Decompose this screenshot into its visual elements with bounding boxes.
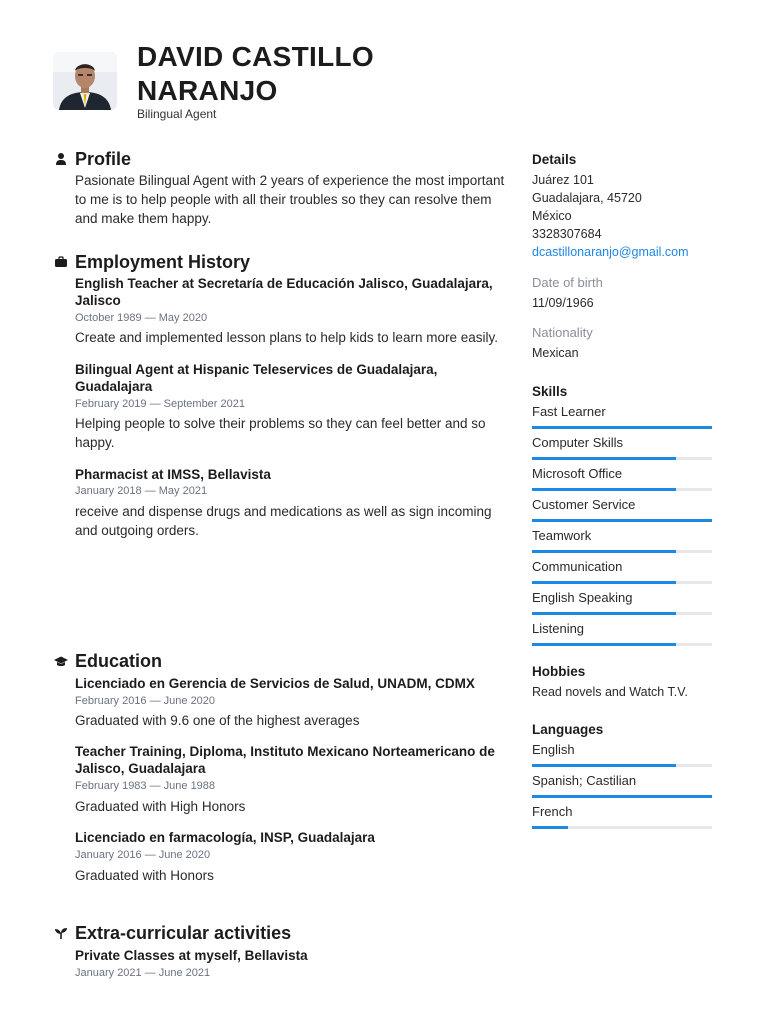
skill-label: Customer Service [532, 497, 636, 512]
skill-level-fill [532, 426, 712, 429]
employment-entry-text: receive and dispense drugs and medications as well as sign incoming and outgoing orders. [75, 504, 492, 538]
employment-entry-text: Create and implemented lesson plans to help kids to learn more easily. [75, 330, 498, 345]
skill-item [532, 435, 712, 460]
skill-level-track [532, 643, 712, 646]
language-level-fill [532, 795, 712, 798]
skill-level-track [532, 612, 712, 615]
skill-level-fill [532, 488, 676, 491]
profile-photo [53, 52, 117, 110]
languages-heading: Languages [532, 722, 604, 737]
skill-level-track [532, 519, 712, 522]
employment-entry-title: English Teacher at Secretaría de Educación Jalisco, Guadalajara, Jalisco [75, 276, 493, 308]
extra-entry-date: January 2021 — June 2021 [75, 967, 211, 979]
language-label: English [532, 742, 575, 757]
language-level-track [532, 826, 712, 829]
name-line-2: NARANJO [137, 75, 278, 106]
nationality-label: Nationality [532, 325, 593, 340]
education-title: Education [75, 651, 163, 671]
hobbies-heading: Hobbies [532, 664, 586, 679]
skill-level-fill [532, 643, 676, 646]
employment-title: Employment History [75, 252, 251, 272]
sprout-icon [54, 926, 68, 940]
address-country: México [532, 209, 572, 223]
language-item [532, 804, 712, 829]
profile-section-heading [54, 148, 131, 170]
profile-title: Profile [75, 149, 132, 169]
education-entry-date: February 2016 — June 2020 [75, 695, 216, 707]
employment-entry-date: February 2019 — September 2021 [75, 398, 245, 410]
graduation-cap-icon [54, 654, 68, 668]
name-line-1: DAVID CASTILLO [137, 41, 375, 72]
employment-entry-date: October 1989 — May 2020 [75, 312, 208, 324]
education-entry-text: Graduated with 9.6 one of the highest averages [75, 713, 360, 728]
education-entry-date: February 1983 — June 1988 [75, 780, 216, 792]
email-link[interactable]: dcastillonaranjo@gmail.com [532, 245, 689, 259]
candidate-name [137, 40, 374, 108]
education-entry-date: January 2016 — June 2020 [75, 849, 211, 861]
skill-item [532, 466, 712, 491]
skill-label: English Speaking [532, 590, 633, 605]
language-item [532, 773, 712, 798]
language-level-fill [532, 826, 568, 829]
employment-entry-text: Helping people to solve their problems so they can feel better and so happy. [75, 416, 486, 450]
skill-item [532, 590, 712, 615]
language-level-track [532, 795, 712, 798]
employment-entry-title: Bilingual Agent at Hispanic Teleservices de Guadalajara, Guadalajara [75, 362, 438, 394]
briefcase-icon [54, 255, 68, 269]
education-entry-title: Licenciado en Gerencia de Servicios de Salud, UNADM, CDMX [75, 676, 475, 691]
employment-entry-date: January 2018 — May 2021 [75, 485, 208, 497]
employment-entry-title: Pharmacist at IMSS, Bellavista [75, 467, 271, 482]
education-entry-title: Teacher Training, Diploma, Instituto Mexicano Norteamericano de Jalisco, Guadalajara [75, 744, 495, 776]
skills-heading: Skills [532, 384, 568, 399]
language-level-fill [532, 764, 676, 767]
nationality-value: Mexican [532, 346, 579, 360]
profile-text: Pasionate Bilingual Agent with 2 years of experience the most important to me is to help people with all their troubles so they can resolve them and make them happy. [75, 173, 505, 226]
address-line-1: Juárez 101 [532, 173, 594, 187]
skill-level-track [532, 581, 712, 584]
details-heading: Details [532, 152, 577, 167]
language-label: French [532, 804, 573, 819]
skill-level-track [532, 550, 712, 553]
extra-section-heading [54, 922, 291, 944]
address-line-2: Guadalajara, 45720 [532, 191, 642, 205]
dob-value: 11/09/1966 [532, 296, 594, 310]
employment-section-heading [54, 251, 250, 273]
dob-label: Date of birth [532, 275, 603, 290]
education-entry-text: Graduated with Honors [75, 868, 214, 883]
skill-label: Teamwork [532, 528, 592, 543]
extra-title: Extra-curricular activities [75, 923, 292, 943]
phone-number: 3328307684 [532, 227, 602, 241]
skill-level-fill [532, 581, 676, 584]
skill-level-fill [532, 550, 676, 553]
skill-level-fill [532, 519, 712, 522]
language-level-track [532, 764, 712, 767]
skill-label: Listening [532, 621, 585, 636]
skill-label: Computer Skills [532, 435, 624, 450]
education-entry-title: Licenciado en farmacología, INSP, Guadalajara [75, 830, 375, 845]
person-icon [54, 152, 68, 166]
skill-item [532, 404, 712, 429]
skill-level-track [532, 488, 712, 491]
language-item [532, 742, 712, 767]
skill-level-fill [532, 612, 676, 615]
skill-level-fill [532, 457, 676, 460]
skill-level-track [532, 457, 712, 460]
skill-label: Communication [532, 559, 623, 574]
hobbies-text: Read novels and Watch T.V. [532, 685, 688, 699]
skill-item [532, 559, 712, 584]
education-section-heading [54, 650, 162, 672]
skill-label: Fast Learner [532, 404, 606, 419]
skill-item [532, 497, 712, 522]
job-title: Bilingual Agent [137, 107, 217, 121]
skill-item [532, 528, 712, 553]
skill-level-track [532, 426, 712, 429]
extra-entry-title: Private Classes at myself, Bellavista [75, 948, 308, 963]
language-label: Spanish; Castilian [532, 773, 637, 788]
education-entry-text: Graduated with High Honors [75, 799, 246, 814]
skill-label: Microsoft Office [532, 466, 623, 481]
skill-item [532, 621, 712, 646]
